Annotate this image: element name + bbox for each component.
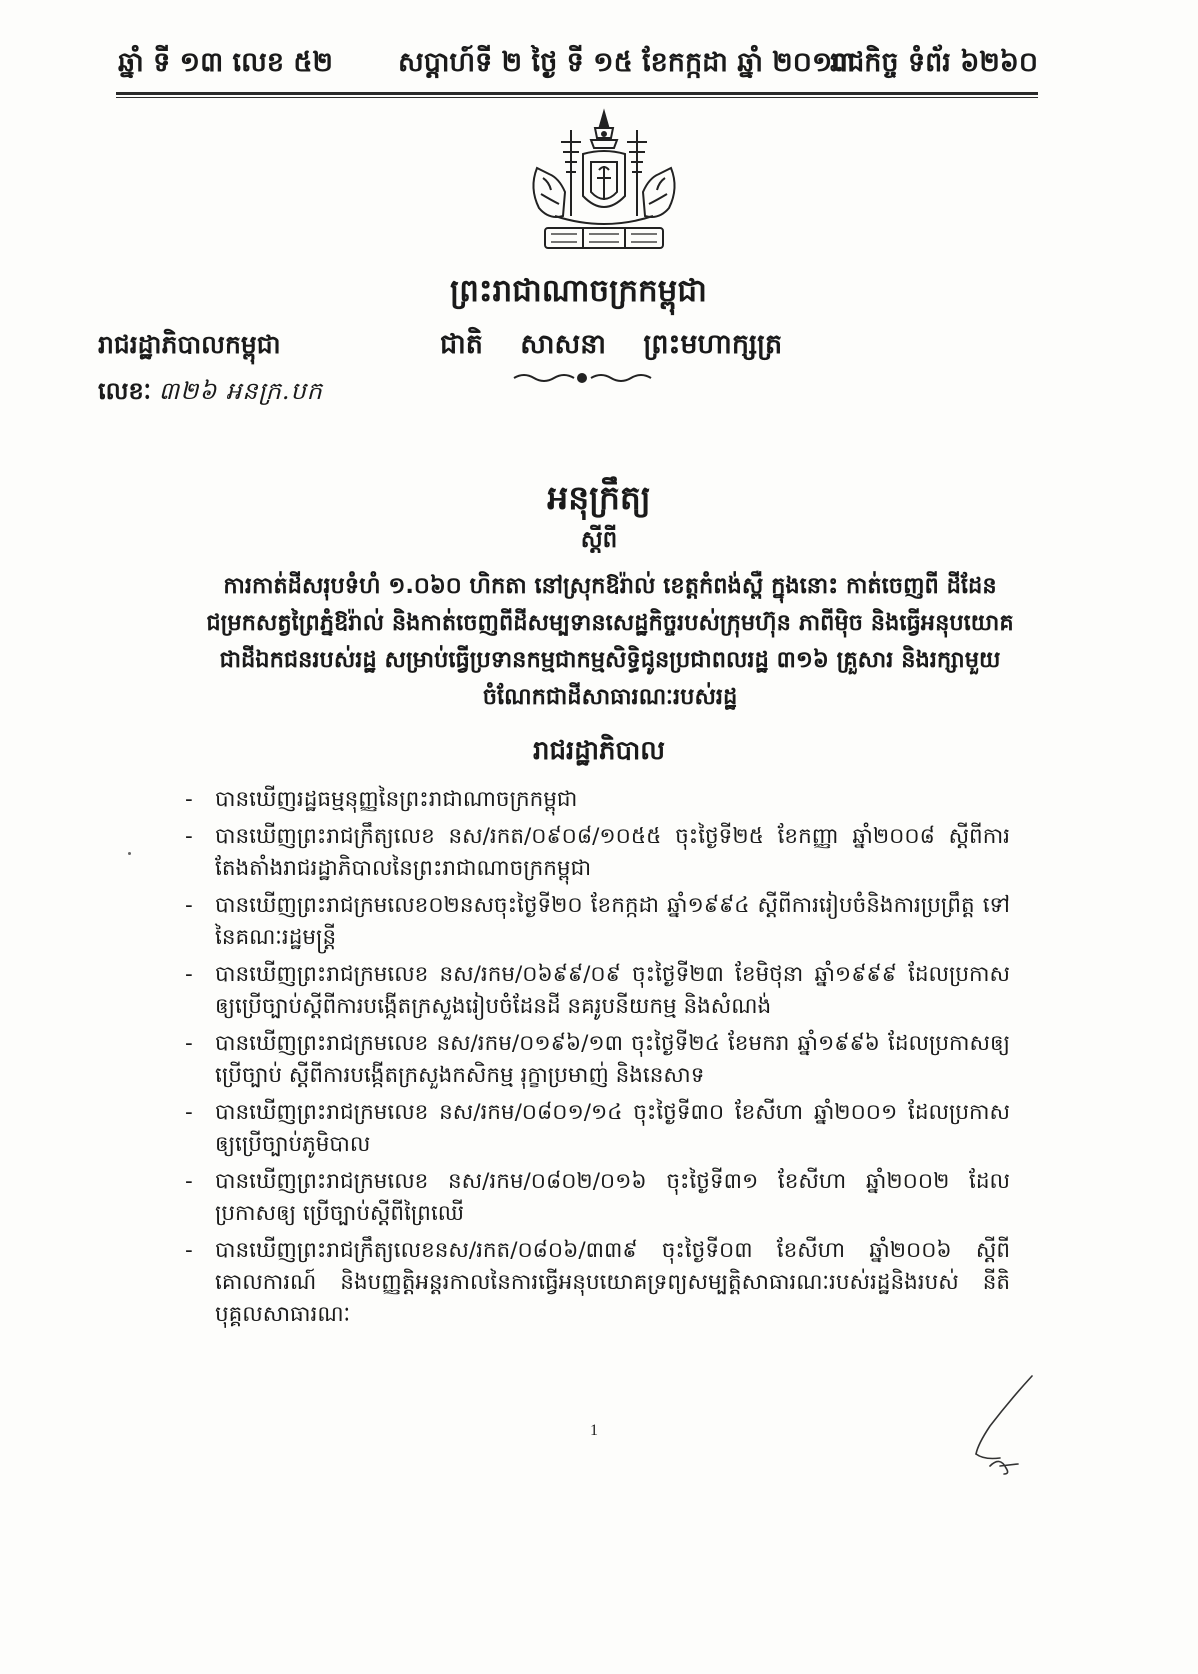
gazette-header xyxy=(118,46,1038,86)
motto-king: ព្រះមហាក្សត្រ xyxy=(643,329,783,360)
consideration-text: បានឃើញព្រះរាជក្រមលេខ០២នសចុះថ្ងៃទី២០ ខែកក្កដា ឆ្នាំ១៩៩៤ ស្តីពីការរៀបចំនិងការប្រព្រឹត្ត ទៅនៃគណៈរដ្ឋមន្ត្រី xyxy=(215,893,1010,950)
header-rule-thin xyxy=(116,97,1038,98)
list-item: - បានឃើញព្រះរាជក្រឹត្យលេខនស/រកត/០៨០៦/៣៣៩ ចុះថ្ងៃទី០៣ ខែសីហា ឆ្នាំ២០០៦ ស្តីពី គោលការណ៍ និងបញ្ញត្តិអន្តរកាលនៃការធ្វើអនុបយោគទ្រព្យសម្បត្តិសាធារណៈរបស់រដ្ឋនិងរបស់ នីតិបុគ្គលសាធារណៈ xyxy=(185,1238,1010,1327)
list-item: - បានឃើញព្រះរាជក្រមលេខ នស/រកម/០១៩៦/១៣ ចុះថ្ងៃទី២៤ ខែមករា ឆ្នាំ១៩៩៦ ដែលប្រកាសឲ្យ ប្រើច្បាប់ ស្តីពីការបង្កើតក្រសួងកសិកម្ម រុក្ខាប្រមាញ់ និងនេសាទ xyxy=(185,1031,1010,1088)
consideration-text: បានឃើញរដ្ឋធម្មនុញ្ញនៃព្រះរាជាណាចក្រកម្ពុជា xyxy=(215,787,578,812)
considerations-list xyxy=(185,784,1010,1336)
gazette-date: សប្តាហ៍ទី ២ ថ្ងៃ ទី ១៥ ខែកក្កដា ឆ្នាំ ២០១៣ xyxy=(398,47,856,78)
document-type-heading: អនុក្រឹត្យ xyxy=(547,478,651,517)
gazette-page-ref: រាជកិច្ច ទំព័រ ៦២៦០ xyxy=(830,47,1038,78)
page-number: 1 xyxy=(590,1422,598,1439)
gazette-year-issue: ឆ្នាំ ទី ១៣ លេខ ៥២ xyxy=(118,47,333,78)
consideration-text: បានឃើញព្រះរាជក្រមលេខ នស/រកម/០៦៩៩/០៩ ចុះថ្ងៃទី២៣ ខែមិថុនា ឆ្នាំ១៩៩៩ ដែលប្រកាស ឲ្យប្រើច្បាប់ស្តីពីការបង្កើតក្រសួងរៀបចំដែនដី នគរូបនីយកម្ម និងសំណង់ xyxy=(215,962,1010,1019)
issuer-heading: រាជរដ្ឋាភិបាល xyxy=(532,736,666,766)
motto-religion: សាសនា xyxy=(520,329,606,360)
royal-emblem-icon xyxy=(525,108,683,258)
handwritten-initial-icon xyxy=(960,1370,1040,1480)
concerning-label: ស្តីពី xyxy=(580,527,618,553)
document-number xyxy=(98,376,323,411)
document-subject: ការកាត់ដីសរុបទំហំ ១.០៦០ ហិកតា នៅស្រុកឱរ៉ាល់ ខេត្តកំពង់ស្ពឺ ក្នុងនោះ កាត់ចេញពី ដីដែនជម្រកសត្វព្រៃភ្នំឱរ៉ាល់ និងកាត់ចេញពីដីសម្បទានសេដ្ឋកិច្ចរបស់ក្រុមហ៊ុន ភាពីម៉ិច និងធ្វើអនុបយោគជាដីឯកជនរបស់រដ្ឋ សម្រាប់ធ្វើប្រទានកម្មជាកម្មសិទ្ធិជូនប្រជាពលរដ្ឋ ៣១៦ គ្រួសារ និងរក្សាមួយចំណែកជាដីសាធារណៈរបស់រដ្ឋ xyxy=(206,573,1014,710)
list-item: - បានឃើញព្រះរាជក្រឹត្យលេខ នស/រកត/០៩០៨/១០៥៥ ចុះថ្ងៃទី២៥ ខែកញ្ញា ឆ្នាំ២០០៨ ស្តីពីការ តែងតាំងរាជរដ្ឋាភិបាលនៃព្រះរាជាណាចក្រកម្ពុជា xyxy=(185,824,1010,881)
consideration-text: បានឃើញព្រះរាជក្រមលេខ នស/រកម/០៨០២/០១៦ ចុះថ្ងៃទី៣១ ខែសីហា ឆ្នាំ២០០២ ដែល ប្រកាសឲ្យ ប្រើច្បាប់ស្តីពីព្រៃឈើ xyxy=(215,1169,1010,1226)
ornament-divider-icon xyxy=(510,370,655,386)
list-item: - បានឃើញព្រះរាជក្រមលេខ នស/រកម/០៨០១/១៤ ចុះថ្ងៃទី៣០ ខែសីហា ឆ្នាំ២០០១ ដែលប្រកាស ឲ្យប្រើច្បាប់ភូមិបាល xyxy=(185,1100,1010,1157)
document-number-value: ៣២៦ អនក្រ.បក xyxy=(158,377,323,405)
consideration-text: បានឃើញព្រះរាជក្រឹត្យលេខ នស/រកត/០៩០៨/១០៥៥ ចុះថ្ងៃទី២៥ ខែកញ្ញា ឆ្នាំ២០០៨ ស្តីពីការ តែងតាំងរាជរដ្ឋាភិបាលនៃព្រះរាជាណាចក្រកម្ពុជា xyxy=(215,824,1010,881)
consideration-text: បានឃើញព្រះរាជក្រមលេខ នស/រកម/០១៩៦/១៣ ចុះថ្ងៃទី២៤ ខែមករា ឆ្នាំ១៩៩៦ ដែលប្រកាសឲ្យ ប្រើច្បាប់ ស្តីពីការបង្កើតក្រសួងកសិកម្ម រុក្ខាប្រមាញ់ និងនេសាទ xyxy=(215,1031,1010,1088)
header-rule-thick xyxy=(116,92,1038,95)
national-motto xyxy=(440,328,782,367)
consideration-text: បានឃើញព្រះរាជក្រឹត្យលេខនស/រកត/០៨០៦/៣៣៩ ចុះថ្ងៃទី០៣ ខែសីហា ឆ្នាំ២០០៦ ស្តីពី គោលការណ៍ និងបញ្ញត្តិអន្តរកាលនៃការធ្វើអនុបយោគទ្រព្យសម្បត្តិសាធារណៈរបស់រដ្ឋនិងរបស់ នីតិបុគ្គលសាធារណៈ xyxy=(215,1238,1010,1327)
list-item: - បានឃើញព្រះរាជក្រមលេខ នស/រកម/០៦៩៩/០៩ ចុះថ្ងៃទី២៣ ខែមិថុនា ឆ្នាំ១៩៩៩ ដែលប្រកាស ឲ្យប្រើច្បាប់ស្តីពីការបង្កើតក្រសួងរៀបចំដែនដី នគរូបនីយកម្ម និងសំណង់ xyxy=(185,962,1010,1019)
kingdom-title: ព្រះរាជាណាចក្រកម្ពុជា xyxy=(450,273,707,309)
document-number-label: លេខៈ xyxy=(98,376,152,405)
list-item: - បានឃើញព្រះរាជក្រមលេខ០២នសចុះថ្ងៃទី២០ ខែកក្កដា ឆ្នាំ១៩៩៤ ស្តីពីការរៀបចំនិងការប្រព្រឹត្ត ទៅនៃគណៈរដ្ឋមន្ត្រី xyxy=(185,893,1010,950)
list-item: - បានឃើញរដ្ឋធម្មនុញ្ញនៃព្រះរាជាណាចក្រកម្ពុជា xyxy=(185,787,578,812)
list-item: - បានឃើញព្រះរាជក្រមលេខ នស/រកម/០៨០២/០១៦ ចុះថ្ងៃទី៣១ ខែសីហា ឆ្នាំ២០០២ ដែល ប្រកាសឲ្យ ប្រើច្បាប់ស្តីពីព្រៃឈើ xyxy=(185,1169,1010,1226)
scan-speck xyxy=(128,852,131,855)
motto-nation: ជាតិ xyxy=(440,329,483,360)
government-name: រាជរដ្ឋាភិបាលកម្ពុជា xyxy=(98,330,281,359)
consideration-text: បានឃើញព្រះរាជក្រមលេខ នស/រកម/០៨០១/១៤ ចុះថ្ងៃទី៣០ ខែសីហា ឆ្នាំ២០០១ ដែលប្រកាស ឲ្យប្រើច្បាប់ភូមិបាល xyxy=(215,1100,1010,1157)
